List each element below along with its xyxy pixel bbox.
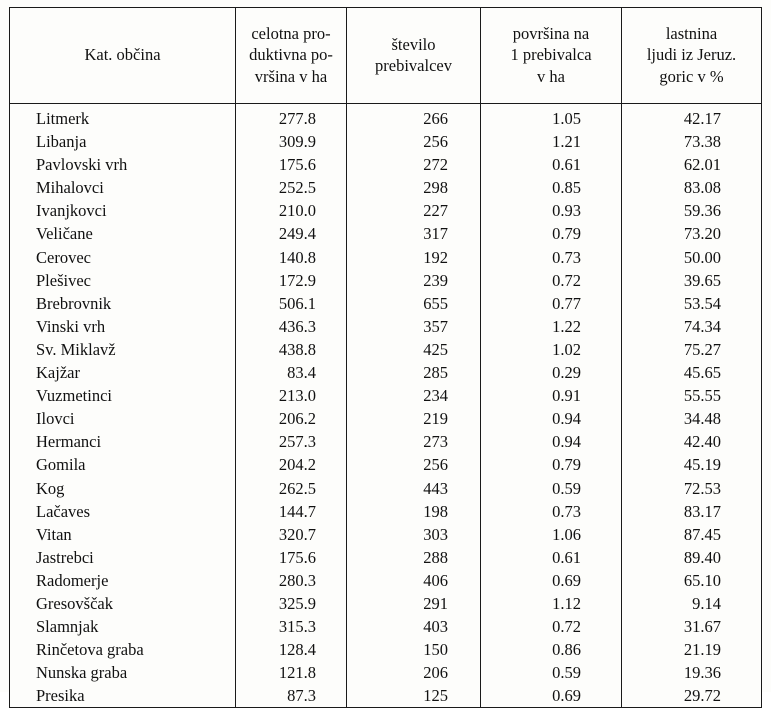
cell-area-per-capita: 0.29 [481, 361, 622, 384]
header-line: vršina v ha [254, 66, 328, 86]
cell-ownership: 72.53 [622, 477, 762, 500]
cell-municipality: Hermanci [10, 430, 236, 453]
cell-productive-area: 249.4 [236, 222, 347, 245]
cell-area-per-capita: 0.72 [481, 615, 622, 638]
cell-ownership: 45.65 [622, 361, 762, 384]
cell-ownership: 45.19 [622, 453, 762, 476]
cell-area-per-capita: 0.79 [481, 453, 622, 476]
cell-area-per-capita: 0.72 [481, 269, 622, 292]
cell-productive-area: 277.8 [236, 104, 347, 131]
cell-population: 288 [347, 546, 481, 569]
cell-area-per-capita: 0.86 [481, 638, 622, 661]
header-line: goric v % [659, 66, 724, 86]
cell-productive-area: 83.4 [236, 361, 347, 384]
cell-municipality: Pavlovski vrh [10, 153, 236, 176]
cell-municipality: Vuzmetinci [10, 384, 236, 407]
cell-ownership: 73.38 [622, 130, 762, 153]
cell-municipality: Plešivec [10, 269, 236, 292]
cell-municipality: Lačaves [10, 500, 236, 523]
cell-area-per-capita: 0.59 [481, 661, 622, 684]
cell-municipality: Gresovščak [10, 592, 236, 615]
table-row [10, 430, 762, 453]
table-row [10, 315, 762, 338]
header-line: površina na [512, 23, 590, 43]
cell-municipality: Ilovci [10, 407, 236, 430]
cell-area-per-capita: 0.59 [481, 477, 622, 500]
cell-population: 256 [347, 130, 481, 153]
cell-ownership: 42.40 [622, 430, 762, 453]
cell-municipality: Rinčetova graba [10, 638, 236, 661]
table-row [10, 453, 762, 476]
cell-area-per-capita: 0.77 [481, 292, 622, 315]
cell-ownership: 55.55 [622, 384, 762, 407]
cell-productive-area: 252.5 [236, 176, 347, 199]
cell-population: 239 [347, 269, 481, 292]
cell-productive-area: 128.4 [236, 638, 347, 661]
header-line: v ha [537, 66, 565, 86]
cell-ownership: 87.45 [622, 523, 762, 546]
cell-population: 150 [347, 638, 481, 661]
header-line: prebivalcev [375, 56, 452, 75]
cell-population: 266 [347, 104, 481, 131]
cell-productive-area: 506.1 [236, 292, 347, 315]
cell-ownership: 9.14 [622, 592, 762, 615]
cell-population: 125 [347, 684, 481, 708]
table-row [10, 130, 762, 153]
cell-ownership: 31.67 [622, 615, 762, 638]
cell-productive-area: 144.7 [236, 500, 347, 523]
cell-municipality: Vinski vrh [10, 315, 236, 338]
table-row [10, 477, 762, 500]
cell-area-per-capita: 0.73 [481, 246, 622, 269]
cell-productive-area: 213.0 [236, 384, 347, 407]
cell-ownership: 29.72 [622, 684, 762, 708]
table-row [10, 500, 762, 523]
cell-population: 443 [347, 477, 481, 500]
cell-population: 227 [347, 199, 481, 222]
header-row [10, 8, 762, 104]
cell-municipality: Radomerje [10, 569, 236, 592]
cell-population: 273 [347, 430, 481, 453]
cell-municipality: Veličane [10, 222, 236, 245]
cell-productive-area: 175.6 [236, 153, 347, 176]
cell-productive-area: 172.9 [236, 269, 347, 292]
cell-population: 655 [347, 292, 481, 315]
cell-municipality: Jastrebci [10, 546, 236, 569]
cell-area-per-capita: 1.02 [481, 338, 622, 361]
table-row [10, 153, 762, 176]
cell-ownership: 59.36 [622, 199, 762, 222]
cell-population: 357 [347, 315, 481, 338]
cell-municipality: Litmerk [10, 104, 236, 131]
cell-population: 192 [347, 246, 481, 269]
cell-population: 298 [347, 176, 481, 199]
cell-municipality: Ivanjkovci [10, 199, 236, 222]
cell-ownership: 21.19 [622, 638, 762, 661]
cell-population: 272 [347, 153, 481, 176]
cell-ownership: 34.48 [622, 407, 762, 430]
cell-productive-area: 257.3 [236, 430, 347, 453]
column-header-productive-area [236, 8, 347, 104]
cell-area-per-capita: 1.21 [481, 130, 622, 153]
cell-population: 198 [347, 500, 481, 523]
table-row [10, 199, 762, 222]
cell-ownership: 50.00 [622, 246, 762, 269]
cell-municipality: Libanja [10, 130, 236, 153]
table-row [10, 292, 762, 315]
cell-ownership: 39.65 [622, 269, 762, 292]
cell-area-per-capita: 0.94 [481, 407, 622, 430]
cell-productive-area: 204.2 [236, 453, 347, 476]
cell-area-per-capita: 0.61 [481, 546, 622, 569]
header-line: 1 prebivalca [510, 45, 592, 65]
cell-ownership: 42.17 [622, 104, 762, 131]
table-row [10, 246, 762, 269]
table-row [10, 569, 762, 592]
cell-population: 425 [347, 338, 481, 361]
cell-productive-area: 206.2 [236, 407, 347, 430]
cell-municipality: Mihalovci [10, 176, 236, 199]
cell-population: 234 [347, 384, 481, 407]
cell-municipality: Kog [10, 477, 236, 500]
cell-population: 317 [347, 222, 481, 245]
cell-area-per-capita: 0.94 [481, 430, 622, 453]
cell-municipality: Vitan [10, 523, 236, 546]
table-header [10, 8, 762, 104]
header-line: lastnina [665, 23, 718, 43]
cell-area-per-capita: 1.05 [481, 104, 622, 131]
cell-area-per-capita: 1.12 [481, 592, 622, 615]
cell-productive-area: 438.8 [236, 338, 347, 361]
cell-area-per-capita: 0.79 [481, 222, 622, 245]
cell-population: 406 [347, 569, 481, 592]
cell-municipality: Presika [10, 684, 236, 708]
table-row [10, 361, 762, 384]
cell-ownership: 74.34 [622, 315, 762, 338]
cell-population: 403 [347, 615, 481, 638]
cell-ownership: 65.10 [622, 569, 762, 592]
cell-municipality: Nunska graba [10, 661, 236, 684]
header-line: Kat. občina [84, 45, 161, 65]
table-row [10, 661, 762, 684]
column-header-ownership [622, 8, 762, 104]
cell-productive-area: 140.8 [236, 246, 347, 269]
table-row [10, 176, 762, 199]
cell-productive-area: 309.9 [236, 130, 347, 153]
cell-area-per-capita: 0.93 [481, 199, 622, 222]
cell-productive-area: 280.3 [236, 569, 347, 592]
cell-area-per-capita: 0.69 [481, 569, 622, 592]
table-row [10, 523, 762, 546]
cell-productive-area: 436.3 [236, 315, 347, 338]
cell-ownership: 89.40 [622, 546, 762, 569]
table-row [10, 269, 762, 292]
cell-area-per-capita: 0.69 [481, 684, 622, 708]
cell-area-per-capita: 0.73 [481, 500, 622, 523]
cell-ownership: 19.36 [622, 661, 762, 684]
column-header-area-per-capita [481, 8, 622, 104]
header-line: duktivna po- [249, 45, 333, 65]
cell-productive-area: 315.3 [236, 615, 347, 638]
cell-population: 256 [347, 453, 481, 476]
header-line: ljudi iz Jeruz. [646, 45, 737, 65]
cell-area-per-capita: 1.22 [481, 315, 622, 338]
cell-municipality: Cerovec [10, 246, 236, 269]
cell-ownership: 75.27 [622, 338, 762, 361]
cell-ownership: 83.17 [622, 500, 762, 523]
cell-productive-area: 175.6 [236, 546, 347, 569]
cell-productive-area: 262.5 [236, 477, 347, 500]
cell-ownership: 83.08 [622, 176, 762, 199]
table-row [10, 684, 762, 708]
cell-municipality: Brebrovnik [10, 292, 236, 315]
cell-population: 219 [347, 407, 481, 430]
table-row [10, 384, 762, 407]
statistics-table [9, 7, 762, 708]
cell-productive-area: 210.0 [236, 199, 347, 222]
table-row [10, 338, 762, 361]
cell-population: 285 [347, 361, 481, 384]
cell-population: 291 [347, 592, 481, 615]
header-line: celotna pro- [251, 23, 331, 43]
cell-municipality: Gomila [10, 453, 236, 476]
table-row [10, 638, 762, 661]
table-row [10, 222, 762, 245]
cell-municipality: Sv. Miklavž [10, 338, 236, 361]
cell-ownership: 73.20 [622, 222, 762, 245]
table-row [10, 615, 762, 638]
cell-municipality: Kajžar [10, 361, 236, 384]
table-row [10, 407, 762, 430]
cell-area-per-capita: 1.06 [481, 523, 622, 546]
cell-productive-area: 325.9 [236, 592, 347, 615]
cell-productive-area: 121.8 [236, 661, 347, 684]
cell-productive-area: 320.7 [236, 523, 347, 546]
cell-productive-area: 87.3 [236, 684, 347, 708]
table-row [10, 546, 762, 569]
header-line: število [391, 34, 436, 54]
cell-ownership: 53.54 [622, 292, 762, 315]
cell-area-per-capita: 0.85 [481, 176, 622, 199]
cell-population: 206 [347, 661, 481, 684]
table-row [10, 104, 762, 131]
cell-population: 303 [347, 523, 481, 546]
table-body [10, 104, 762, 708]
table-row [10, 592, 762, 615]
column-header-population [347, 8, 481, 104]
cell-municipality: Slamnjak [10, 615, 236, 638]
cell-ownership: 62.01 [622, 153, 762, 176]
column-header-municipality [10, 8, 236, 104]
cell-area-per-capita: 0.61 [481, 153, 622, 176]
cell-area-per-capita: 0.91 [481, 384, 622, 407]
